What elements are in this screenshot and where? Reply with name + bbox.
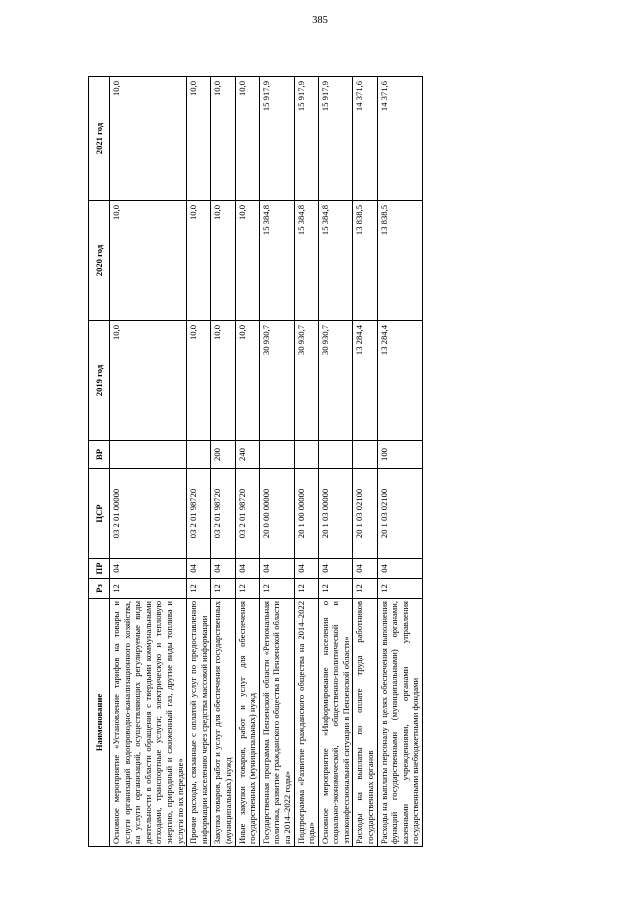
cell-rz: 12 bbox=[318, 579, 353, 599]
table-row bbox=[294, 77, 318, 847]
cell-2019: 13 284,4 bbox=[353, 321, 377, 441]
cell-rz: 12 bbox=[353, 579, 377, 599]
header-2019: 2019 год bbox=[89, 321, 110, 441]
cell-2020: 15 384,8 bbox=[294, 201, 318, 321]
cell-csr: 03 2 01 00000 bbox=[110, 469, 187, 559]
cell-csr: 03 2 01 98720 bbox=[187, 469, 211, 559]
cell-vr bbox=[259, 441, 294, 469]
cell-vr: 240 bbox=[235, 441, 259, 469]
rotated-table-container bbox=[88, 77, 548, 847]
cell-2020: 10,0 bbox=[235, 201, 259, 321]
cell-2021: 10,0 bbox=[211, 77, 235, 201]
cell-2019: 13 284,4 bbox=[377, 321, 422, 441]
cell-2021: 10,0 bbox=[235, 77, 259, 201]
cell-2021: 14 371,6 bbox=[353, 77, 377, 201]
cell-rz: 12 bbox=[377, 579, 422, 599]
cell-2021: 10,0 bbox=[110, 77, 187, 201]
cell-pr: 04 bbox=[110, 559, 187, 579]
budget-table bbox=[88, 76, 423, 847]
page-number: 385 bbox=[312, 15, 328, 26]
cell-name: Расходы на выплаты по оплате труда работников государственных органов bbox=[353, 599, 377, 847]
table-row bbox=[211, 77, 235, 847]
cell-name: Прочие расходы, связанные с оплатой услуг по предоставлению информации населению через средства массовой информации bbox=[187, 599, 211, 847]
header-rz: Рз bbox=[89, 579, 110, 599]
cell-csr: 20 1 03 02100 bbox=[377, 469, 422, 559]
cell-2021: 15 917,9 bbox=[259, 77, 294, 201]
cell-2020: 10,0 bbox=[110, 201, 187, 321]
cell-rz: 12 bbox=[187, 579, 211, 599]
header-csr: ЦСР bbox=[89, 469, 110, 559]
cell-vr bbox=[318, 441, 353, 469]
cell-vr bbox=[187, 441, 211, 469]
cell-2019: 30 930,7 bbox=[259, 321, 294, 441]
table-row bbox=[259, 77, 294, 847]
cell-name: Иные закупки товаров, работ и услуг для обеспечения государственных (муниципальных) нужд bbox=[235, 599, 259, 847]
cell-2020: 10,0 bbox=[187, 201, 211, 321]
table-body bbox=[110, 77, 423, 847]
cell-2019: 10,0 bbox=[235, 321, 259, 441]
cell-vr: 100 bbox=[377, 441, 422, 469]
cell-2021: 15 917,9 bbox=[318, 77, 353, 201]
cell-2021: 15 917,9 bbox=[294, 77, 318, 201]
cell-rz: 12 bbox=[110, 579, 187, 599]
cell-csr: 20 1 03 00000 bbox=[318, 469, 353, 559]
header-pr: ПР bbox=[89, 559, 110, 579]
cell-name: Основное мероприятие «Информирование населения о социально-экономической, общественно-политической и этноконфессиональной ситуации в Пензенской области» bbox=[318, 599, 353, 847]
header-2020: 2020 год bbox=[89, 201, 110, 321]
table-row bbox=[318, 77, 353, 847]
cell-name: Государственная программа Пензенской области «Региональная политика, развитие гражданского общества в Пензенской области на 2014–2022 годы» bbox=[259, 599, 294, 847]
cell-2019: 30 930,7 bbox=[294, 321, 318, 441]
cell-2019: 10,0 bbox=[110, 321, 187, 441]
table-row bbox=[377, 77, 422, 847]
cell-2019: 30 930,7 bbox=[318, 321, 353, 441]
cell-2020: 13 838,5 bbox=[377, 201, 422, 321]
cell-2021: 10,0 bbox=[187, 77, 211, 201]
cell-pr: 04 bbox=[353, 559, 377, 579]
cell-pr: 04 bbox=[377, 559, 422, 579]
cell-2020: 10,0 bbox=[211, 201, 235, 321]
table-row bbox=[187, 77, 211, 847]
cell-2019: 10,0 bbox=[211, 321, 235, 441]
table-header-row bbox=[89, 77, 110, 847]
header-vr: ВР bbox=[89, 441, 110, 469]
cell-vr bbox=[294, 441, 318, 469]
cell-rz: 12 bbox=[259, 579, 294, 599]
cell-pr: 04 bbox=[235, 559, 259, 579]
cell-pr: 04 bbox=[187, 559, 211, 579]
cell-name: Расходы на выплаты персоналу в целях обеспечения выполнения функций государственными (муниципальными) органами, казенными учреждениями, органами управления государственными внебюджетными фондами bbox=[377, 599, 422, 847]
cell-rz: 12 bbox=[294, 579, 318, 599]
header-2021: 2021 год bbox=[89, 77, 110, 201]
table-row bbox=[110, 77, 187, 847]
header-name: Наименование bbox=[89, 599, 110, 847]
cell-vr bbox=[110, 441, 187, 469]
cell-csr: 20 0 00 00000 bbox=[259, 469, 294, 559]
cell-rz: 12 bbox=[235, 579, 259, 599]
cell-vr: 200 bbox=[211, 441, 235, 469]
cell-pr: 04 bbox=[211, 559, 235, 579]
cell-csr: 03 2 01 98720 bbox=[235, 469, 259, 559]
cell-2020: 13 838,5 bbox=[353, 201, 377, 321]
rotated-table bbox=[88, 77, 548, 847]
cell-rz: 12 bbox=[211, 579, 235, 599]
cell-name: Основное мероприятие «Установление тарифов на товары и услуги организаций водопроводно-канализационного хозяйства, на услуги организаций, осуществляющих регулируемые виды деятельности в области обращения с твердыми коммунальными отходами, транспортные услуги; электрическую и тепловую энергию, природный и сжиженный газ, другие виды топлива и услуги по их передаче» bbox=[110, 599, 187, 847]
cell-2020: 15 384,8 bbox=[259, 201, 294, 321]
cell-pr: 04 bbox=[318, 559, 353, 579]
cell-name: Подпрограмма «Развитие гражданского общества на 2014–2022 годы» bbox=[294, 599, 318, 847]
cell-csr: 20 1 03 02100 bbox=[353, 469, 377, 559]
cell-csr: 03 2 01 98720 bbox=[211, 469, 235, 559]
cell-csr: 20 1 00 00000 bbox=[294, 469, 318, 559]
cell-2020: 15 384,8 bbox=[318, 201, 353, 321]
table-row bbox=[235, 77, 259, 847]
table-row bbox=[353, 77, 377, 847]
cell-pr: 04 bbox=[259, 559, 294, 579]
cell-2019: 10,0 bbox=[187, 321, 211, 441]
cell-vr bbox=[353, 441, 377, 469]
cell-name: Закупка товаров, работ и услуг для обеспечения государственных (муниципальных) нужд bbox=[211, 599, 235, 847]
cell-pr: 04 bbox=[294, 559, 318, 579]
cell-2021: 14 371,6 bbox=[377, 77, 422, 201]
